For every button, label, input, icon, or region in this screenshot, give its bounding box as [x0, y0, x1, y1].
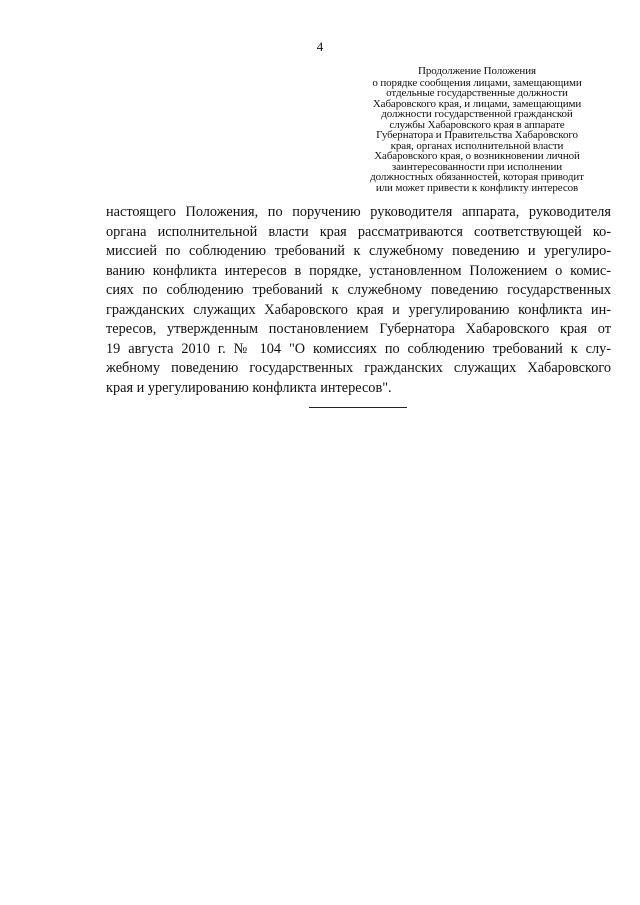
header-line: службы Хабаровского края в аппарате: [389, 118, 565, 131]
body-line: 19 августа 2010 г. № 104 "О комиссиях по соблюдению требований к слу-: [106, 340, 611, 357]
body-line: настоящего Положения, по поручению руководителя аппарата, руководителя: [106, 204, 611, 220]
header-line: о порядке сообщения лицами, замещающими: [372, 76, 582, 89]
header-line: заинтересованности при исполнении: [391, 160, 563, 173]
header-line: края, органах исполнительной власти: [390, 139, 564, 152]
body-line: сиях по соблюдению требований к служебному поведению государственных: [106, 282, 611, 298]
page-number: 4: [316, 39, 324, 54]
header-line: или может привести к конфликту интересов: [375, 181, 579, 194]
body-line: тересов, утвержденным постановлением Губернатора Хабаровского края от: [106, 321, 611, 337]
header-line: отдельные государственные должности: [386, 87, 568, 99]
body-line: гражданских служащих Хабаровского края и урегулированию конфликта ин-: [106, 301, 611, 318]
header-line: Губернатора и Правительства Хабаровского: [376, 129, 578, 141]
closing-rule: [309, 407, 407, 408]
body-line: миссией по соблюдению требований к служебному поведению и урегулиро-: [106, 243, 611, 259]
body-line: ванию конфликта интересов в порядке, установленном Положением о комис-: [106, 262, 611, 279]
running-header: [342, 66, 612, 193]
body-paragraph: [106, 203, 611, 398]
header-line: Хабаровского края, и лицами, замещающими: [372, 97, 582, 110]
body-line: края и урегулированию конфликта интересов".: [106, 379, 392, 396]
body-line: жебному поведению государственных гражданских служащих Хабаровского: [106, 360, 611, 376]
header-line: должностных обязанностей, которая приводит: [370, 171, 584, 183]
body-line: органа исполнительной власти края рассматриваются соответствующей ко-: [106, 223, 611, 240]
header-line: Хабаровского края, о возникновении личной: [374, 150, 580, 162]
header-line: должности государственной гражданской: [381, 108, 573, 120]
header-title: Продолжение Положения: [418, 65, 536, 77]
